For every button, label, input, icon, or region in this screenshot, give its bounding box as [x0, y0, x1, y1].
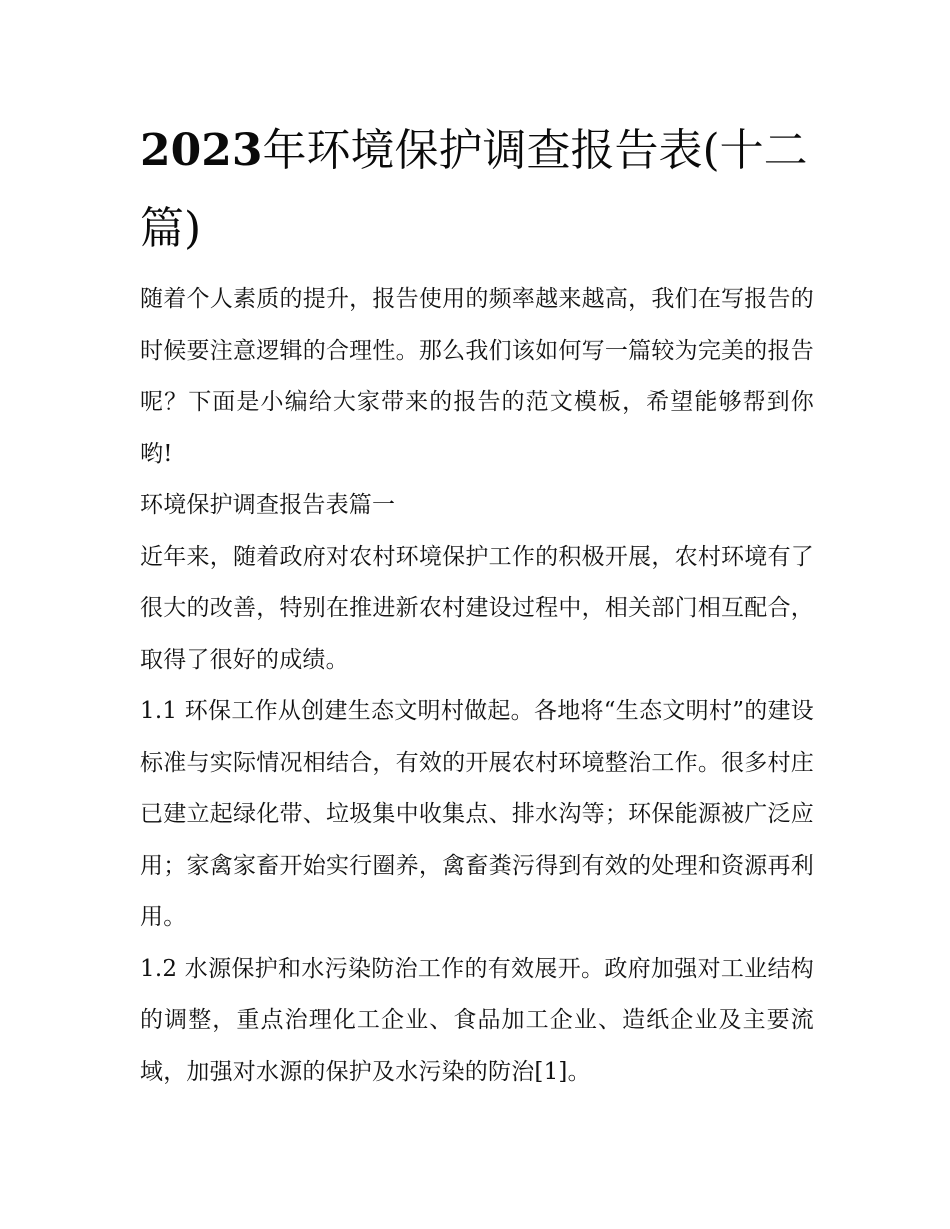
- document-page: [140, 112, 814, 1098]
- document-title: [140, 112, 814, 268]
- body-paragraph: 1.2 水源保护和水污染防治工作的有效展开。政府加强对工业结构的调整，重点治理化工企业、食品加工企业、造纸企业及主要流域，加强对水源的保护及水污染的防治[1]。: [140, 955, 814, 1085]
- body-paragraph: 1.1 环保工作从创建生态文明村做起。各地将“生态文明村”的建设标准与实际情况相结合，有效的开展农村环境整治工作。很多村庄已建立起绿化带、垃圾集中收集点、排水沟等；环保能源被广泛应用；家禽家畜开始实行圈养，禽畜粪污得到有效的处理和资源再利用。: [140, 698, 814, 930]
- title-text: 年环境保护调查报告表(十二篇): [140, 125, 808, 254]
- body-paragraph: 近年来，随着政府对农村环境保护工作的积极开展，农村环境有了很大的改善，特别在推进新农村建设过程中，相关部门相互配合，取得了很好的成绩。: [140, 543, 814, 673]
- intro-paragraph: 随着个人素质的提升，报告使用的频率越来越高，我们在写报告的时候要注意逻辑的合理性。那么我们该如何写一篇较为完美的报告呢？下面是小编给大家带来的报告的范文模板，希望能够帮到你哟!: [140, 286, 814, 467]
- section-heading: 环境保护调查报告表篇一: [140, 492, 396, 518]
- title-year: 2023: [140, 125, 263, 176]
